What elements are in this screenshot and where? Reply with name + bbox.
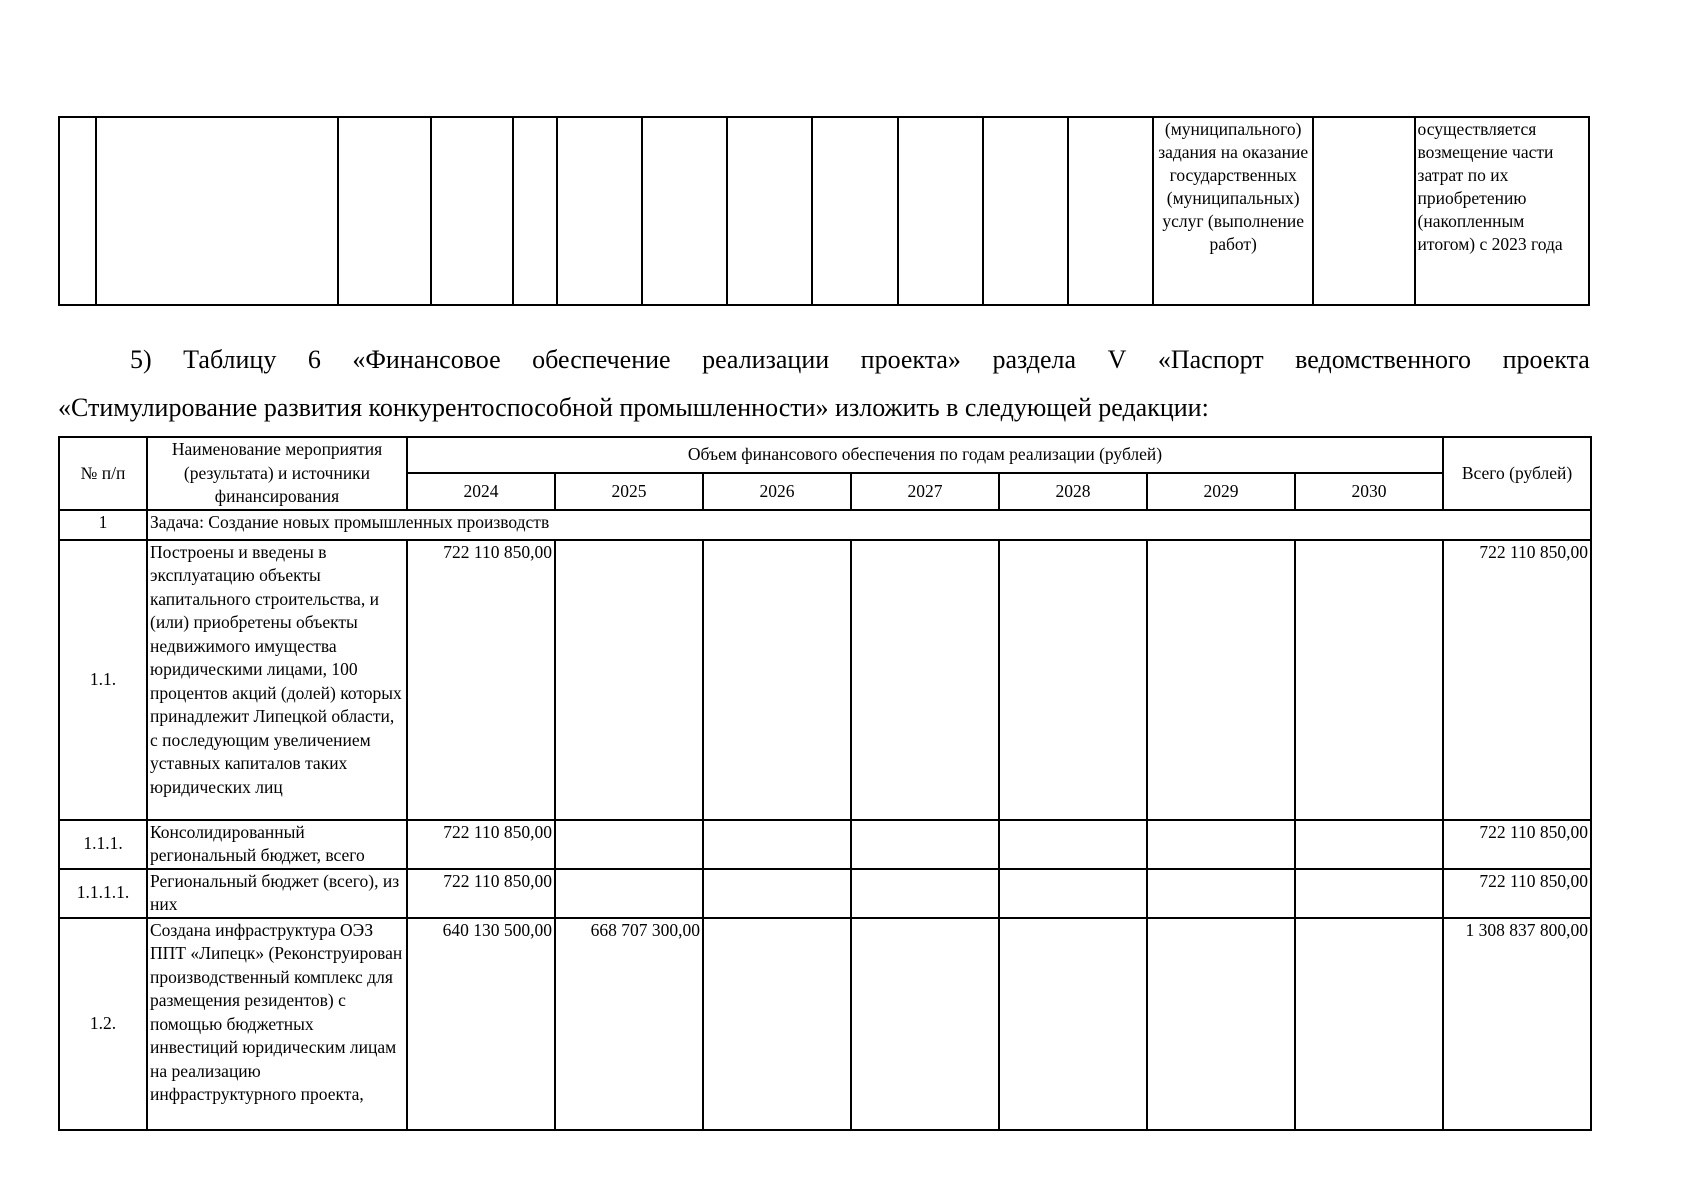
header-row xyxy=(59,437,1591,473)
fragment-cell xyxy=(642,117,727,305)
paragraph-word: V xyxy=(1107,345,1127,374)
previous-table-fragment xyxy=(58,116,1590,306)
row-value xyxy=(999,820,1147,869)
fragment-cell xyxy=(1313,117,1414,305)
fragment-cell xyxy=(513,117,557,305)
row-value: 722 110 850,00 xyxy=(407,869,555,918)
header-total: Всего (рублей) xyxy=(1443,437,1591,510)
row-value: 640 130 500,00 xyxy=(407,918,555,1130)
row-value xyxy=(851,820,999,869)
task-text: Задача: Создание новых промышленных производств xyxy=(147,510,1591,540)
fragment-cell xyxy=(59,117,96,305)
paragraph-word: проекта xyxy=(1502,345,1590,374)
row-value xyxy=(1147,540,1295,820)
fragment-cell xyxy=(727,117,812,305)
fragment-cell xyxy=(1068,117,1153,305)
row-value xyxy=(851,540,999,820)
header-year: 2030 xyxy=(1295,473,1443,509)
row-value xyxy=(555,820,703,869)
paragraph-word: 6 xyxy=(307,345,321,374)
row-name: Построены и введены в эксплуатацию объекты капитального строительства, и (или) приобретены объекты недвижимого имущества юридическими лицами, 100 процентов акций (долей) которых принадлежит Липецкой области, с последующим увеличением уставных капиталов таких юридических лиц xyxy=(147,540,407,820)
row-value xyxy=(555,540,703,820)
row-value xyxy=(1295,869,1443,918)
row-total: 722 110 850,00 xyxy=(1443,869,1591,918)
paragraph-word: ведомственного xyxy=(1295,345,1472,374)
paragraph-word: проекта» xyxy=(860,345,961,374)
header-year: 2029 xyxy=(1147,473,1295,509)
row-value xyxy=(1295,918,1443,1130)
row-total: 722 110 850,00 xyxy=(1443,540,1591,820)
row-value xyxy=(703,540,851,820)
row-value xyxy=(1295,820,1443,869)
row-total: 1 308 837 800,00 xyxy=(1443,918,1591,1130)
row-num: 1.1.1. xyxy=(59,820,147,869)
row-value: 722 110 850,00 xyxy=(407,820,555,869)
row-value xyxy=(999,918,1147,1130)
header-volume: Объем финансового обеспечения по годам реализации (рублей) xyxy=(407,437,1443,473)
paragraph-number: 5) xyxy=(130,345,152,374)
table-row xyxy=(59,820,1591,869)
row-value xyxy=(703,820,851,869)
row-value xyxy=(703,869,851,918)
financial-support-table xyxy=(58,436,1592,1131)
fragment-cell xyxy=(96,117,337,305)
amendment-paragraph xyxy=(58,336,1590,432)
paragraph-line-1 xyxy=(58,336,1590,384)
row-name: Создана инфраструктура ОЭЗ ППТ «Липецк» (Реконструирован производственный комплекс для размещения резидентов) с помощью бюджетных инвестиций юридическим лицам на реализацию инфраструктурного проекта, xyxy=(147,918,407,1130)
paragraph-line-2: «Стимулирование развития конкурентоспособной промышленности» изложить в следующей редакции: xyxy=(58,393,1209,422)
fragment-cell xyxy=(983,117,1068,305)
row-num: 1.2. xyxy=(59,918,147,1130)
row-name: Консолидированный региональный бюджет, всего xyxy=(147,820,407,869)
paragraph-word: обеспечение xyxy=(532,345,671,374)
row-value xyxy=(1147,918,1295,1130)
row-value xyxy=(1147,820,1295,869)
header-year: 2028 xyxy=(999,473,1147,509)
fragment-cell xyxy=(812,117,897,305)
header-year: 2026 xyxy=(703,473,851,509)
row-num: 1.1. xyxy=(59,540,147,820)
row-total: 722 110 850,00 xyxy=(1443,820,1591,869)
paragraph-word: «Финансовое xyxy=(352,345,501,374)
header-num: № п/п xyxy=(59,437,147,510)
row-value xyxy=(999,869,1147,918)
row-value xyxy=(1295,540,1443,820)
row-value xyxy=(1147,869,1295,918)
fragment-row xyxy=(59,117,1589,305)
row-value xyxy=(851,869,999,918)
paragraph-word: Таблицу xyxy=(183,345,277,374)
paragraph-word: реализации xyxy=(702,345,830,374)
row-num: 1.1.1.1. xyxy=(59,869,147,918)
row-value xyxy=(555,869,703,918)
fragment-cell xyxy=(431,117,513,305)
row-value xyxy=(999,540,1147,820)
fragment-cell xyxy=(338,117,431,305)
table-row xyxy=(59,869,1591,918)
paragraph-word: «Паспорт xyxy=(1157,345,1264,374)
row-value: 668 707 300,00 xyxy=(555,918,703,1130)
table-row xyxy=(59,918,1591,1130)
fragment-cell xyxy=(557,117,642,305)
fragment-cell xyxy=(898,117,983,305)
fragment-cell-reimbursement: осуществляется возмещение части затрат по их приобретению (накопленным итогом) с 2023 года xyxy=(1415,117,1589,305)
row-name: Региональный бюджет (всего), из них xyxy=(147,869,407,918)
fragment-cell-municipal-task: (муниципального) задания на оказание государственных (муниципальных) услуг (выполнение работ) xyxy=(1153,117,1313,305)
header-year: 2025 xyxy=(555,473,703,509)
task-num: 1 xyxy=(59,510,147,540)
table-row xyxy=(59,540,1591,820)
row-value: 722 110 850,00 xyxy=(407,540,555,820)
header-year: 2024 xyxy=(407,473,555,509)
task-row xyxy=(59,510,1591,540)
row-value xyxy=(851,918,999,1130)
header-year: 2027 xyxy=(851,473,999,509)
row-value xyxy=(703,918,851,1130)
paragraph-word: раздела xyxy=(992,345,1077,374)
header-name: Наименование мероприятия (результата) и источники финансирования xyxy=(147,437,407,510)
